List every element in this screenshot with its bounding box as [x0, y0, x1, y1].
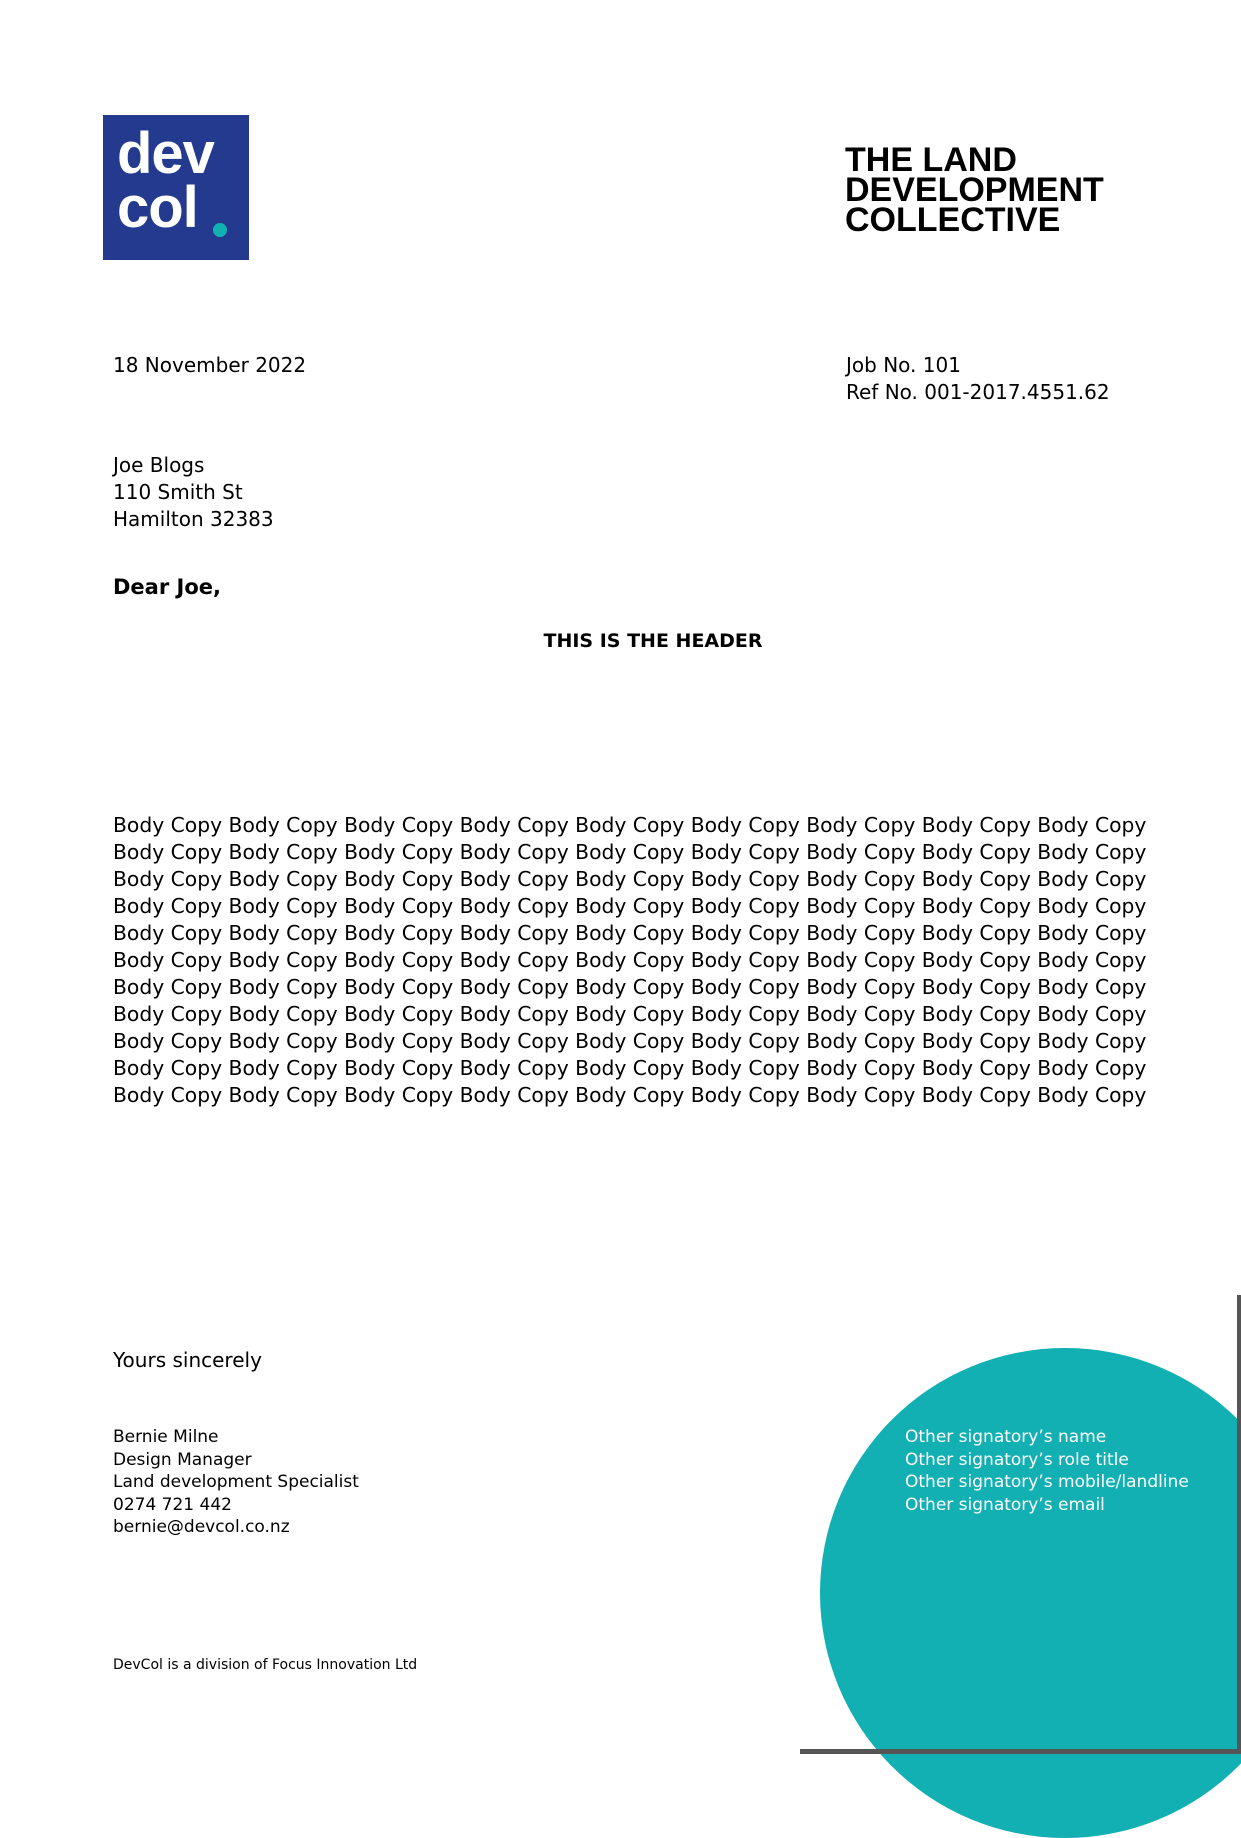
- other-signatory-email: Other signatory’s email: [905, 1494, 1105, 1515]
- company-name-line: COLLECTIVE: [845, 201, 1061, 239]
- job-number: Job No. 101: [846, 353, 961, 377]
- body-copy-line: Body Copy Body Copy Body Copy Body Copy Body Copy Body Copy Body Copy Body Copy Body Copy: [113, 813, 1147, 837]
- devcol-logo: [103, 115, 249, 260]
- other-signatory-role: Other signatory’s role title: [905, 1449, 1129, 1470]
- letter-date: 18 November 2022: [113, 353, 307, 377]
- body-copy-line: Body Copy Body Copy Body Copy Body Copy Body Copy Body Copy Body Copy Body Copy Body Copy: [113, 894, 1147, 918]
- other-signatory-phone: Other signatory’s mobile/landline: [905, 1472, 1189, 1492]
- body-copy: [113, 812, 1147, 1109]
- signatory-name: Bernie Milne: [113, 1427, 219, 1447]
- logo-text-dev: dev: [117, 121, 214, 186]
- signatory-title: Design Manager: [113, 1449, 252, 1470]
- recipient-city: Hamilton 32383: [113, 507, 274, 531]
- signatory-role: Land development Specialist: [113, 1472, 359, 1492]
- closing: Yours sincerely: [113, 1348, 262, 1372]
- letter-header: THIS IS THE HEADER: [543, 630, 763, 652]
- other-signatory-name: Other signatory’s name: [905, 1427, 1107, 1447]
- body-copy-line: Body Copy Body Copy Body Copy Body Copy Body Copy Body Copy Body Copy Body Copy Body Copy: [113, 840, 1147, 864]
- other-signatory-block: [905, 1426, 1189, 1516]
- logo-text-col: col: [117, 175, 198, 240]
- page-edge-right: [1237, 1295, 1241, 1754]
- job-reference: [846, 352, 1110, 406]
- company-name-line: DEVELOPMENT: [845, 171, 1104, 209]
- recipient-name: Joe Blogs: [113, 453, 205, 477]
- page-edge-bottom: [800, 1749, 1241, 1754]
- body-copy-line: Body Copy Body Copy Body Copy Body Copy Body Copy Body Copy Body Copy Body Copy Body Copy: [113, 1002, 1147, 1026]
- company-name-line: THE LAND: [845, 141, 1017, 179]
- salutation: Dear Joe,: [113, 575, 221, 599]
- body-copy-line: Body Copy Body Copy Body Copy Body Copy Body Copy Body Copy Body Copy Body Copy Body Copy: [113, 975, 1147, 999]
- logo-dot: [213, 223, 227, 237]
- footer-note: DevCol is a division of Focus Innovation Ltd: [113, 1657, 418, 1673]
- recipient-address: [113, 452, 274, 533]
- body-copy-line: Body Copy Body Copy Body Copy Body Copy Body Copy Body Copy Body Copy Body Copy Body Copy: [113, 867, 1147, 891]
- signatory-block: [113, 1426, 359, 1539]
- teal-circle-decoration: [820, 1348, 1241, 1838]
- signatory-email: bernie@devcol.co.nz: [113, 1517, 290, 1537]
- body-copy-line: Body Copy Body Copy Body Copy Body Copy Body Copy Body Copy Body Copy Body Copy Body Copy: [113, 1083, 1147, 1107]
- body-copy-line: Body Copy Body Copy Body Copy Body Copy Body Copy Body Copy Body Copy Body Copy Body Copy: [113, 1056, 1147, 1080]
- body-copy-line: Body Copy Body Copy Body Copy Body Copy Body Copy Body Copy Body Copy Body Copy Body Copy: [113, 948, 1147, 972]
- body-copy-line: Body Copy Body Copy Body Copy Body Copy Body Copy Body Copy Body Copy Body Copy Body Copy: [113, 921, 1147, 945]
- body-copy-line: Body Copy Body Copy Body Copy Body Copy Body Copy Body Copy Body Copy Body Copy Body Copy: [113, 1029, 1147, 1053]
- ref-number: Ref No. 001-2017.4551.62: [846, 380, 1110, 404]
- company-name: [845, 141, 1104, 239]
- signatory-phone: 0274 721 442: [113, 1494, 232, 1515]
- recipient-street: 110 Smith St: [113, 480, 243, 504]
